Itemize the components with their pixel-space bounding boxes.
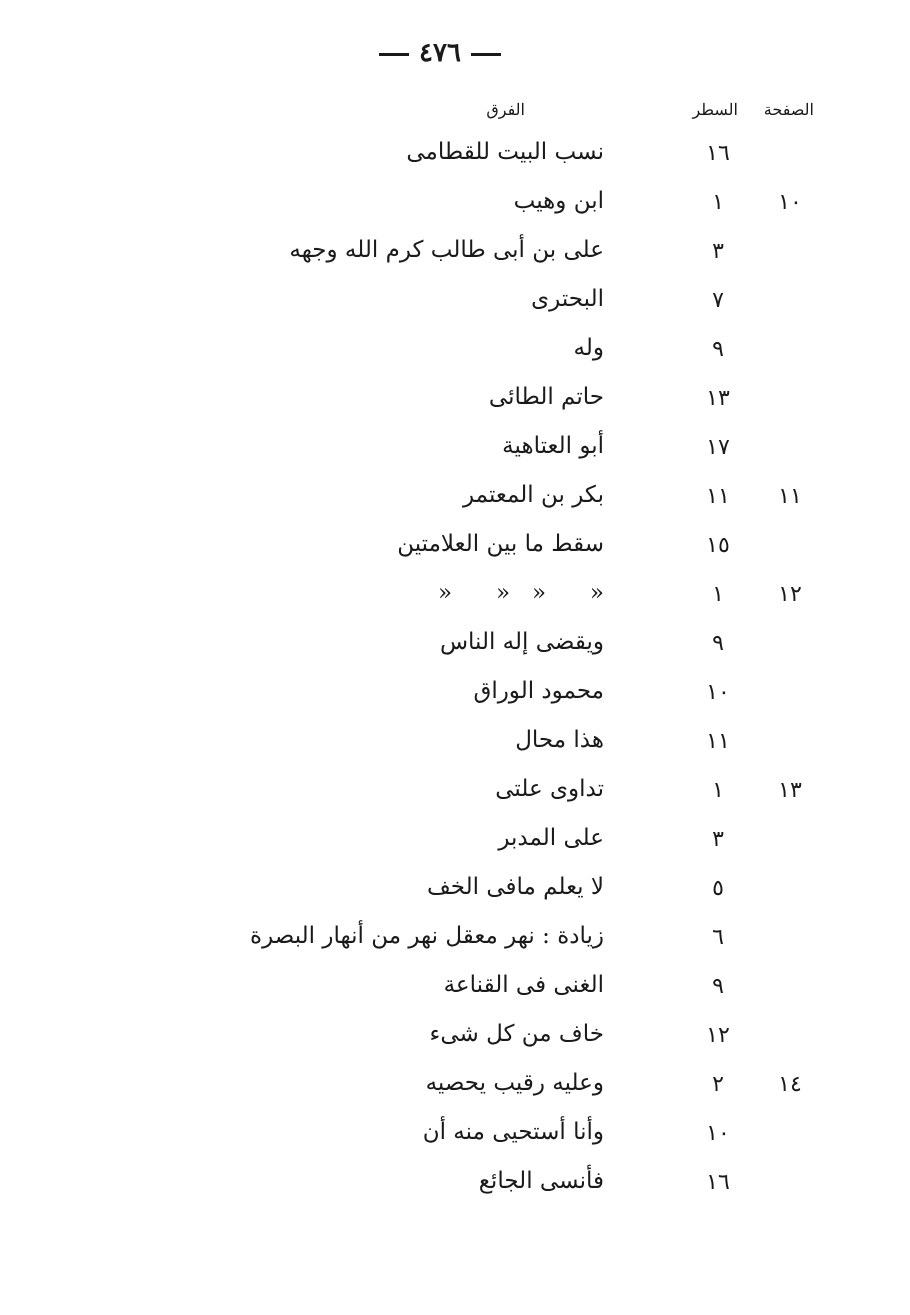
table-row (0, 135, 910, 184)
table-row (0, 772, 910, 821)
table-row (0, 380, 910, 429)
cell-line: ١٠ (706, 680, 730, 705)
cell-line: ١٢ (706, 1023, 730, 1048)
table-row (0, 429, 910, 478)
table-row (0, 527, 910, 576)
cell-page: ١١ (778, 484, 802, 509)
cell-line: ١٥ (706, 533, 730, 558)
cell-difference: نسب البيت للقطامى (406, 139, 604, 165)
cell-difference: أبو العتاهية (502, 433, 604, 459)
cell-line: ١٠ (706, 1121, 730, 1146)
cell-line: ٦ (712, 925, 724, 950)
header-line: السطر (692, 100, 738, 119)
table-row (0, 576, 910, 625)
cell-line: ٩ (712, 631, 724, 656)
cell-line: ١١ (706, 729, 730, 754)
errata-table (0, 135, 910, 1213)
cell-line: ١٦ (706, 141, 730, 166)
cell-difference: سقط ما بين العلامتين (397, 531, 604, 557)
cell-line: ١ (712, 190, 724, 215)
cell-difference: زيادة : نهر معقل نهر من أنهار البصرة (250, 923, 604, 949)
dash-left (379, 53, 409, 56)
table-row (0, 625, 910, 674)
table-row (0, 674, 910, 723)
page-number-text: ٤٧٦ (419, 38, 461, 68)
cell-line: ١٧ (706, 435, 730, 460)
cell-line: ٩ (712, 974, 724, 999)
cell-difference: وعليه رقيب يحصيه (425, 1070, 604, 1096)
table-header (0, 100, 910, 128)
cell-line: ٣ (712, 827, 724, 852)
cell-difference: وله (573, 335, 604, 361)
table-row (0, 1017, 910, 1066)
cell-line: ١٦ (706, 1170, 730, 1195)
table-row (0, 331, 910, 380)
cell-difference: تداوى علتى (495, 776, 604, 802)
cell-difference: لا يعلم مافى الخف (426, 874, 604, 900)
table-row (0, 821, 910, 870)
cell-difference: بكر بن المعتمر (462, 482, 604, 508)
cell-difference: فأنسى الجائع (478, 1168, 604, 1194)
cell-difference: وأنا أستحيى منه أن (422, 1119, 604, 1145)
cell-difference: « « « « (438, 580, 604, 606)
cell-line: ١ (712, 582, 724, 607)
cell-difference: محمود الوراق (473, 678, 604, 704)
table-row (0, 1164, 910, 1213)
cell-difference: ويقضى إله الناس (439, 629, 604, 655)
table-row (0, 723, 910, 772)
table-row (0, 233, 910, 282)
cell-line: ١١ (706, 484, 730, 509)
header-page: الصفحة (763, 100, 814, 119)
table-row (0, 282, 910, 331)
cell-line: ٢ (712, 1072, 724, 1097)
table-row (0, 919, 910, 968)
table-row (0, 1115, 910, 1164)
table-row (0, 1066, 910, 1115)
cell-line: ٣ (712, 239, 724, 264)
table-row (0, 478, 910, 527)
dash-right (471, 53, 501, 56)
cell-line: ١٣ (706, 386, 730, 411)
cell-difference: هذا محال (515, 727, 604, 753)
cell-difference: الغنى فى القناعة (443, 972, 604, 998)
cell-line: ٥ (712, 876, 724, 901)
cell-page: ١٢ (778, 582, 802, 607)
cell-line: ٩ (712, 337, 724, 362)
cell-line: ٧ (712, 288, 724, 313)
cell-difference: على المدبر (498, 825, 604, 851)
cell-difference: ابن وهيب (513, 188, 604, 214)
header-difference: الفرق (486, 100, 525, 119)
table-row (0, 968, 910, 1017)
table-row (0, 184, 910, 233)
table-row (0, 870, 910, 919)
page-number (0, 38, 880, 68)
cell-difference: خاف من كل شىء (429, 1021, 604, 1047)
cell-page: ١٤ (778, 1072, 802, 1097)
cell-page: ١٠ (778, 190, 802, 215)
cell-line: ١ (712, 778, 724, 803)
cell-difference: حاتم الطائى (488, 384, 604, 410)
cell-difference: على بن أبى طالب كرم الله وجهه (289, 237, 604, 263)
cell-difference: البحترى (531, 286, 604, 312)
cell-page: ١٣ (778, 778, 802, 803)
